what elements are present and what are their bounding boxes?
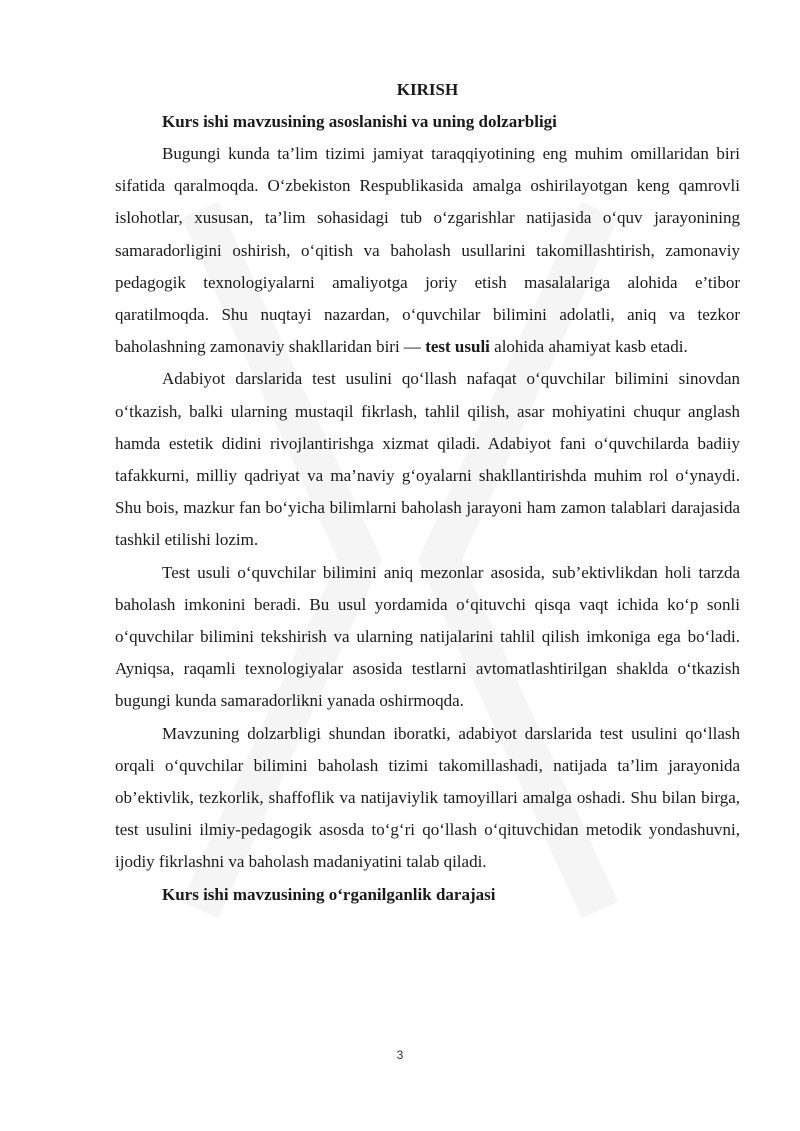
- paragraph-1-text-start: Bugungi kunda ta’lim tizimi jamiyat taraqqiyotining eng muhim omillaridan biri sifatida qaralmoqda. O‘zbekiston Respublikasida amalga oshirilayotgan keng qamrovli islohotlar, xususan, ta’lim sohasidagi tub o‘zgarishlar natijasida o‘quv jarayonining samaradorligini oshirish, o‘qitish va baholash usullarini takomillashtirish, zamonaviy pedagogik texnologiyalarni amaliyotga joriy etish masalalariga alohida e’tibor qaratilmoqda. Shu nuqtayi nazardan, o‘quvchilar bilimini adolatli, aniq va tezkor baholashning zamonaviy shakllaridan biri —: [115, 144, 740, 357]
- paragraph-4: Mavzuning dolzarbligi shundan iboratki, adabiyot darslarida test usulini qo‘llash orqali o‘quvchilar bilimini baholash tizimi takomillashadi, natijada ta’lim jarayonida ob’ektivlik, tezkorlik, shaffoflik va natijaviylik tamoyillari amalga oshadi. Shu bilan birga, test usulini ilmiy-pedagogik asosda to‘g‘ri qo‘llash o‘qituvchidan metodik yondashuvni, ijodiy fikrlashni va baholash madaniyatini talab qiladi.: [115, 723, 740, 872]
- paragraph-1: [115, 138, 740, 363]
- paragraph-1-text-end: alohida ahamiyat kasb etadi.: [489, 337, 688, 357]
- page-number: 3: [396, 1048, 404, 1062]
- paragraph-1-bold-term: test usuli: [425, 337, 490, 357]
- paragraph-2: Adabiyot darslarida test usulini qo‘llash nafaqat o‘quvchilar bilimini sinovdan o‘tkazish, balki ularning mustaqil fikrlash, tahlil qilish, asar mohiyatini chuqur anglash hamda estetik didini rivojlantirishga xizmat qiladi. Adabiyot fani o‘quvchilarda badiiy tafakkurni, milliy qadriyat va ma’naviy g‘oyalarni shakllantirishda muhim rol o‘ynaydi. Shu bois, mazkur fan bo‘yicha bilimlarni baholash jarayoni ham zamon talablari darajasida tashkil etilishi lozim.: [115, 369, 740, 550]
- paragraph-3: Test usuli o‘quvchilar bilimini aniq mezonlar asosida, sub’ektivlikdan holi tarzda baholash imkonini beradi. Bu usul yordamida o‘qituvchi qisqa vaqt ichida ko‘p sonli o‘quvchilar bilimini tekshirish va ularning natijalarini tahlil qilish imkoniga ega bo‘ladi. Ayniqsa, raqamli texnologiyalar asosida testlarni avtomatlashtirilgan shaklda o‘tkazish bugungi kunda samaradorlikni yanada oshirmoqda.: [115, 562, 740, 711]
- document-title: KIRISH: [396, 80, 459, 99]
- document-body: [115, 74, 740, 911]
- section-heading-relevance: Kurs ishi mavzusining asoslanishi va uning dolzarbligi: [162, 112, 557, 131]
- section-heading-study-level: Kurs ishi mavzusining o‘rganilganlik darajasi: [162, 884, 496, 904]
